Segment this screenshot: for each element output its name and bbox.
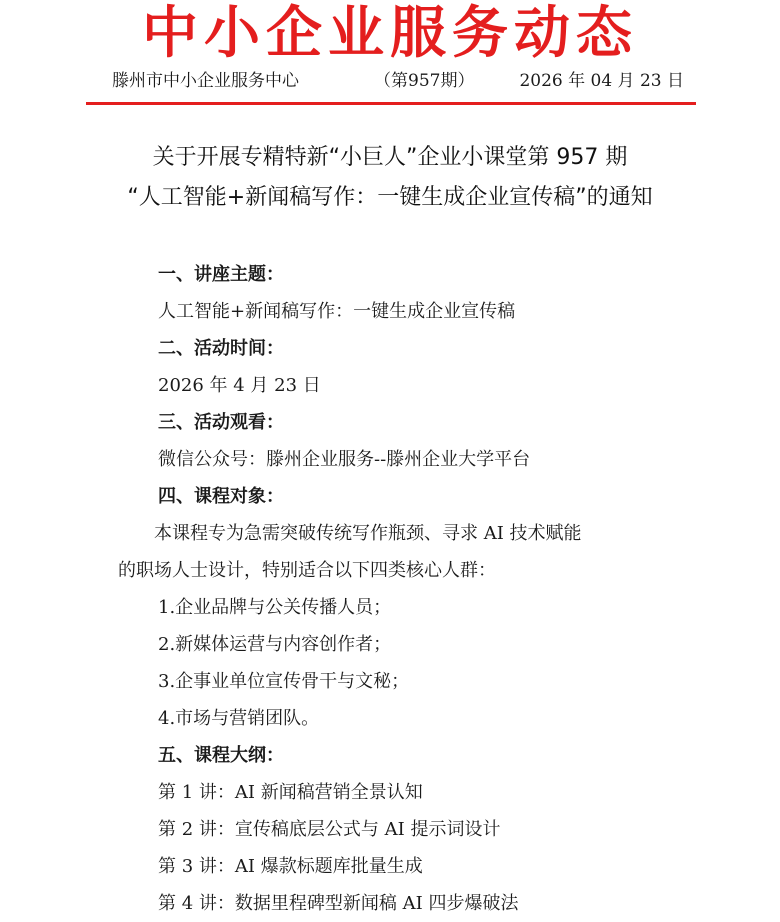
notice-title: [0, 138, 780, 218]
audience-item: 1.企业品牌与公关传播人员；: [158, 597, 392, 618]
watch-text: 微信公众号：滕州企业服务--滕州企业大学平台: [158, 449, 531, 470]
audience-heading: 四、课程对象：: [158, 486, 284, 507]
red-divider: [86, 102, 696, 105]
outline-item: 第 1 讲：AI 新闻稿营销全景认知: [158, 782, 423, 803]
audience-item: 2.新媒体运营与内容创作者；: [158, 634, 392, 655]
time-heading: 二、活动时间：: [158, 338, 284, 359]
outline-heading: 五、课程大纲：: [158, 745, 284, 766]
time-text: 2026 年 4 月 23 日: [158, 375, 321, 396]
notice-title-line-1: 关于开展专精特新“小巨人”企业小课堂第 957 期: [152, 145, 628, 170]
notice-body: [118, 256, 678, 922]
outline-item: 第 3 讲：AI 爆款标题库批量生成: [158, 856, 423, 877]
issue-date: 2026 年 04 月 23 日: [519, 71, 684, 91]
notice-title-line-2: “人工智能+新闻稿写作：一键生成企业宣传稿”的通知: [127, 185, 653, 210]
topic-heading: 一、讲座主题：: [158, 264, 284, 285]
audience-intro-line-2: 的职场人士设计，特别适合以下四类核心人群：: [118, 560, 496, 581]
outline-item: 第 4 讲：数据里程碑型新闻稿 AI 四步爆破法: [158, 893, 519, 914]
masthead-title: 中小企业服务动态: [142, 1, 638, 66]
outline-item: 第 2 讲：宣传稿底层公式与 AI 提示词设计: [158, 819, 501, 840]
issuing-organization: 滕州市中小企业服务中心: [112, 71, 299, 91]
watch-heading: 三、活动观看：: [158, 412, 284, 433]
audience-item: 4.市场与营销团队。: [158, 708, 320, 729]
audience-intro-line-1: 本课程专为急需突破传统写作瓶颈、寻求 AI 技术赋能: [154, 523, 582, 544]
topic-text: 人工智能+新闻稿写作：一键生成企业宣传稿: [158, 301, 516, 322]
issue-number: （第957期）: [374, 71, 475, 91]
audience-item: 3.企事业单位宣传骨干与文秘；: [158, 671, 410, 692]
